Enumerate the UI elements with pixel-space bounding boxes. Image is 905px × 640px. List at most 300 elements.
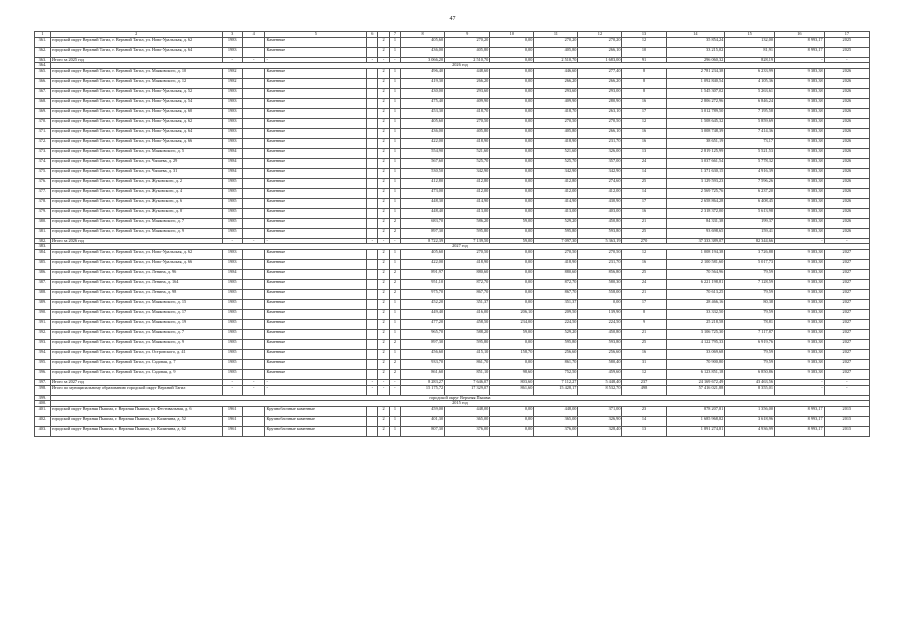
table-cell: 14 [622,168,666,178]
table-cell: 878 207,81 [666,406,725,416]
table-cell: 405,80 [534,47,578,57]
table-cell: - [378,57,389,63]
table-cell: 5 363,19 [578,238,622,244]
table-cell [242,168,265,178]
table-cell: 2026 [824,208,869,218]
table-cell: 2026 [824,78,869,88]
table-cell: 2 [378,178,389,188]
table-cell: 897,30 [401,339,445,349]
table-cell: 1 [389,309,400,319]
table-cell [367,208,378,218]
table-cell: 370. [35,118,51,128]
table-cell [242,37,265,47]
table-cell: 897,30 [401,228,445,238]
table-cell: 385. [35,259,51,269]
table-cell: 270,50 [578,118,622,128]
table-cell: - [222,379,242,385]
table-cell: 2 [389,359,400,369]
table-cell [367,88,378,98]
table-cell: 0,00 [490,339,534,349]
table-cell: 78,81 [725,319,775,329]
table-cell: 1983 [222,98,242,108]
table-row [35,359,870,369]
table-cell: 9 383,38 [775,178,825,188]
table-cell [242,108,265,118]
table-cell: 2 [378,128,389,138]
table-cell: 2 [378,339,389,349]
table-cell: 2026 [824,98,869,108]
table-cell: 459,00 [401,406,445,416]
table-cell: 1983 [222,108,242,118]
table-cell: 380. [35,218,51,228]
table-cell: 382. [35,238,51,244]
table-cell: 2 [378,168,389,178]
table-cell: Итого по муниципальному образованию городской округ Верхний Тагил [50,385,222,395]
table-cell [242,359,265,369]
table-cell: 388. [35,289,51,299]
table-cell: 13 [622,148,666,158]
table-cell [367,198,378,208]
table-cell: 8 993,17 [775,426,825,436]
table-cell: 2 [378,279,389,289]
table-cell: 82 344,66 [725,238,775,244]
table-cell: 1 [389,68,400,78]
table-cell: 2015 [824,416,869,426]
table-cell: 1 [389,118,400,128]
table-cell: 9 383,38 [775,269,825,279]
table-cell: 1985 [222,289,242,299]
table-cell: 1985 [222,178,242,188]
table-cell: - [222,238,242,244]
table-row [35,249,870,259]
table-cell: 1 356,00 [725,406,775,416]
table-cell: 15 175,72 [401,385,445,395]
table-cell: 593,80 [578,339,622,349]
table-cell: 57 416 021,88 [666,385,725,395]
table-cell: - [242,57,265,63]
table-cell: 296 060,32 [666,57,725,63]
table-cell: 2026 [824,188,869,198]
table-cell: 1985 [222,359,242,369]
table-cell: Итого за 2027 год [50,379,222,385]
table-cell: 477,20 [401,319,445,329]
table-cell: 419,30 [401,78,445,88]
table-cell: 9 383,38 [775,148,825,158]
table-cell: 450,80 [578,329,622,339]
table-cell [367,78,378,88]
table-cell: 529,20 [534,329,578,339]
table-cell [367,279,378,289]
table-cell: - [378,385,389,395]
table-cell: 369. [35,108,51,118]
table-cell: 9 383,38 [775,198,825,208]
table-cell: 79,59 [725,289,775,299]
table-cell: 867,70 [445,289,490,299]
table-cell: 79,59 [725,349,775,359]
table-cell: 3 [222,32,242,38]
table-cell: 80,38 [725,299,775,309]
table-cell [242,158,265,168]
table-row [35,329,870,339]
table-cell: 9 383,38 [775,168,825,178]
table-cell: 2027 [824,299,869,309]
table-cell: 270,20 [578,37,622,47]
table-cell: 132,00 [725,37,775,47]
table-cell: 2 [378,299,389,309]
table-cell: 593,80 [578,228,622,238]
table-cell [242,88,265,98]
table-cell: 263,10 [578,108,622,118]
table-cell: 418,90 [445,138,490,148]
table-cell: Каменные [265,188,367,198]
table-cell: 342,90 [578,168,622,178]
table-cell: 5 017,73 [725,259,775,269]
table-cell: 33 215,02 [666,47,725,57]
table-cell: 530,50 [401,168,445,178]
table-cell: городской округ Верхний Тагил, г. Верхний Тагил, ул. Маяковского, д. 15 [50,299,222,309]
table-row [35,68,870,78]
table-cell: 4 105,36 [725,78,775,88]
table-cell: Каменные [265,78,367,88]
table-row [35,47,870,57]
table-cell: 828,19 [725,57,775,63]
table-cell: 7 139,50 [445,238,490,244]
table-cell: 2 [378,98,389,108]
table-cell: 70 613,25 [666,289,725,299]
table-cell: 9 383,38 [775,208,825,218]
table-cell [242,118,265,128]
table-cell: 951,10 [401,279,445,289]
table-cell: 270,20 [534,37,578,47]
table-cell: 2 [378,289,389,299]
table-cell: 0,00 [490,426,534,436]
table-cell: 9 383,38 [775,259,825,269]
table-cell [242,198,265,208]
table-cell: 1 [389,426,400,436]
table-cell: 8 [622,78,666,88]
table-cell: 365,00 [534,416,578,426]
table-cell: 365. [35,68,51,78]
table-cell: 376. [35,178,51,188]
table-cell: Каменные [265,108,367,118]
table-cell: 3 106 725,30 [666,329,725,339]
table-cell: 4 [242,32,265,38]
table-row [35,118,870,128]
table-cell: 1 [389,178,400,188]
table-cell: 415,10 [445,349,490,359]
table-cell: 2 [378,349,389,359]
table-cell [242,228,265,238]
table-cell: 378. [35,198,51,208]
table-cell: 3 037 661,54 [666,158,725,168]
table-cell: 0,00 [490,416,534,426]
table-cell: 2 [50,32,222,38]
table-cell: - [824,385,869,395]
table-cell [242,47,265,57]
table-cell: 448,40 [401,208,445,218]
table-cell [242,349,265,359]
table-cell: - [824,379,869,385]
table-cell [367,339,378,349]
table-cell: 274,60 [578,178,622,188]
table-cell: 450,80 [578,218,622,228]
table-cell: - [265,238,367,244]
table-cell: Каменные [265,329,367,339]
table-cell: 2 [389,339,400,349]
table-cell: 256,60 [534,349,578,359]
table-cell: 266,20 [578,78,622,88]
table-cell: 270 [622,238,666,244]
table-cell: 16 [622,259,666,269]
table-cell: 1 [389,37,400,47]
table-cell: Каменные [265,198,367,208]
table-cell: 449,40 [401,309,445,319]
table-cell: 9 383,38 [775,108,825,118]
table-cell [367,309,378,319]
table-cell: 588,20 [445,329,490,339]
table-cell: 266,10 [578,128,622,138]
table-cell: 79,59 [725,359,775,369]
table-cell: 9 383,38 [775,158,825,168]
table-cell: 1983 [222,138,242,148]
table-cell: 2 [378,88,389,98]
table-cell: 436,00 [401,128,445,138]
table-cell: 521,60 [445,148,490,158]
table-cell: 861,60 [401,369,445,379]
table-cell: 2026 [824,108,869,118]
table-cell: 23 [622,406,666,416]
table-cell: 12 [622,369,666,379]
table-cell: 1 [389,78,400,88]
table-cell: 1 [389,88,400,98]
table-cell: 1985 [222,339,242,349]
table-cell: 368. [35,98,51,108]
table-cell: 5 859,69 [725,118,775,128]
table-cell: 351,37 [445,299,490,309]
table-row [35,369,870,379]
table-cell: 418,90 [534,259,578,269]
table-cell: 81,91 [725,47,775,57]
table-cell: - [367,379,378,385]
table-cell: 861,70 [445,359,490,369]
table-cell: 6 [367,32,378,38]
table-cell: 9 383,38 [775,349,825,359]
table-cell: 401. [35,406,51,416]
table-cell: 1982 [222,68,242,78]
table-row [35,279,870,289]
table-cell: 521,60 [534,148,578,158]
table-cell: Крупноблочные каменные [265,406,367,416]
table-cell: 409,90 [534,98,578,108]
table-cell: 0,00 [490,98,534,108]
table-cell: 7 [389,32,400,38]
table-cell: 12 [622,249,666,259]
table-cell [367,406,378,416]
table-cell [242,369,265,379]
table-cell: городской округ Верхний Тагил, г. Верхний Тагил, ул. Ново-Уральская, д. 62 [50,118,222,128]
table-cell: городской округ Верхний Тагил, г. Верхний Тагил, ул. Жуковского, д. 6 [50,198,222,208]
table-cell: 7 112,27 [534,379,578,385]
table-cell: 1984 [222,148,242,158]
table-cell: 405,80 [534,128,578,138]
table-cell: - [378,379,389,385]
table-cell: 237 [622,379,666,385]
table-cell: 21 [622,329,666,339]
table-cell: - [265,385,367,395]
table-cell [367,369,378,379]
table-row [35,108,870,118]
table-cell: 326,00 [578,148,622,158]
table-cell: 1 [389,319,400,329]
table-cell: 1 [389,349,400,359]
table-cell: 16 [622,208,666,218]
table-cell: 11 [534,32,578,38]
table-cell: 1 [389,329,400,339]
table-cell: 2025 [824,37,869,47]
table-cell: 6 408,45 [725,198,775,208]
table-cell: 1985 [222,329,242,339]
table-cell: 1 [389,98,400,108]
table-cell: 1961 [222,416,242,426]
table-cell: 159,41 [725,228,775,238]
table-cell: 2 [378,37,389,47]
table-cell: 43 463,56 [725,379,775,385]
table-cell: 361. [35,37,51,47]
table-cell [242,299,265,309]
table-cell: Каменные [265,319,367,329]
table-cell: 8 355,01 [725,385,775,395]
table-cell: городской округ Верхний Тагил, г. Верхний Тагил, ул. Маяковского, д. 7 [50,329,222,339]
table-cell: 1985 [222,198,242,208]
table-cell: 412,80 [401,178,445,188]
table-cell: 2026 [824,88,869,98]
table-cell: 2 [378,329,389,339]
table-cell: 17 [824,32,869,38]
table-row [35,198,870,208]
table-cell: городской округ Верхний Тагил, г. Верхний Тагил, ул. Жуковского, д. 4 [50,188,222,198]
table-cell: 683,70 [401,218,445,228]
table-cell: 386. [35,269,51,279]
table-cell: Каменные [265,289,367,299]
table-cell: 402. [35,416,51,426]
table-cell: - [367,57,378,63]
table-cell [367,168,378,178]
table-cell: 374. [35,158,51,168]
table-cell: 9 383,38 [775,289,825,299]
table-cell: 2 [389,289,400,299]
table-cell: 2026 год [50,63,869,69]
table-cell: городской округ Верхний Тагил, г. Верхний Тагил, ул. Садовая, д. 9 [50,369,222,379]
table-cell: 2027 [824,349,869,359]
table-cell: 2 [378,188,389,198]
table-cell: 16 [622,349,666,359]
table-cell: 2 [378,68,389,78]
table-cell: Каменные [265,249,367,259]
table-cell: городской округ Верхний Тагил, г. Верхний Тагил, ул. Жуковского, д. 2 [50,178,222,188]
table-cell: 567,60 [401,158,445,168]
table-cell: 367. [35,88,51,98]
table-cell: 0,00 [490,299,534,309]
table-cell: 9 383,38 [775,118,825,128]
table-cell: 1985 [222,349,242,359]
table-cell [367,319,378,329]
table-cell: 0,00 [490,168,534,178]
table-cell: 475,40 [401,98,445,108]
table-cell: городской округ Верхний Тагил, г. Верхний Тагил, ул. Островского, д. 41 [50,349,222,359]
table-cell: 2026 [824,118,869,128]
table-cell: 405,80 [445,47,490,57]
table-row [35,416,870,426]
table-cell: 2 100 581,60 [666,259,725,269]
table-cell: Каменные [265,279,367,289]
table-cell: Крупноблочные каменные [265,426,367,436]
table-cell: 9 383,38 [775,309,825,319]
table-cell: 872,70 [534,279,578,289]
table-cell: 0,00 [490,158,534,168]
table-cell [367,426,378,436]
table-cell: 2 [378,426,389,436]
table-cell: 1 008 194,38 [666,249,725,259]
table-cell: городской округ Верхний Тагил, г. Верхний Тагил, ул. Ленина, д. 96 [50,269,222,279]
table-cell: 362. [35,47,51,57]
table-cell [367,68,378,78]
table-row [35,148,870,158]
table-cell: 933,70 [401,359,445,369]
table-cell: 2 [389,218,400,228]
table-cell [242,289,265,299]
table-row [35,426,870,436]
table-cell: - [222,385,242,395]
table-cell: 2015 [824,406,869,416]
table-cell: 529,20 [534,218,578,228]
table-cell: 400. [35,401,51,407]
table-cell: городской округ Верхний Тагил, г. Верхний Тагил, ул. Чапаева, д. 29 [50,158,222,168]
table-cell: 73,17 [725,138,775,148]
table-cell: 0,00 [490,47,534,57]
table-cell: 293,00 [578,88,622,98]
table-cell: 595,80 [445,339,490,349]
table-cell: 364. [35,63,51,69]
table-cell: 448,30 [401,198,445,208]
table-cell: 0,00 [578,299,622,309]
table-cell: 234,00 [490,319,534,329]
table-cell [367,188,378,198]
table-cell: Каменные [265,68,367,78]
table-cell: городской округ Верхняя Пышма, г. Верхняя Пышма, ул. Фестивальная, д. 6 [50,406,222,416]
table-cell [367,299,378,309]
table-row [35,339,870,349]
table-cell: городской округ Верхний Тагил, г. Верхний Тагил, ул. Ново-Уральская, д. 60 [50,108,222,118]
table-cell: 453,30 [401,108,445,118]
table-cell: 1 [389,128,400,138]
table-row [35,349,870,359]
table-cell: 25 [622,339,666,349]
table-cell: 21 [622,218,666,228]
table-cell: 2 [378,78,389,88]
table-cell: 2026 [824,168,869,178]
table-cell: 412,00 [534,188,578,198]
table-cell: Каменные [265,158,367,168]
table-cell: 365,00 [445,416,490,426]
table-cell [367,158,378,168]
table-cell: 70 564,96 [666,269,725,279]
table-cell: 1 685 968,82 [666,416,725,426]
table-cell: 379. [35,208,51,218]
table-cell: 9 383,38 [775,68,825,78]
table-cell: 15 [725,32,775,38]
table-cell [367,269,378,279]
table-cell: городской округ Верхний Тагил, г. Верхний Тагил, ул. Чапаева, д. 31 [50,168,222,178]
